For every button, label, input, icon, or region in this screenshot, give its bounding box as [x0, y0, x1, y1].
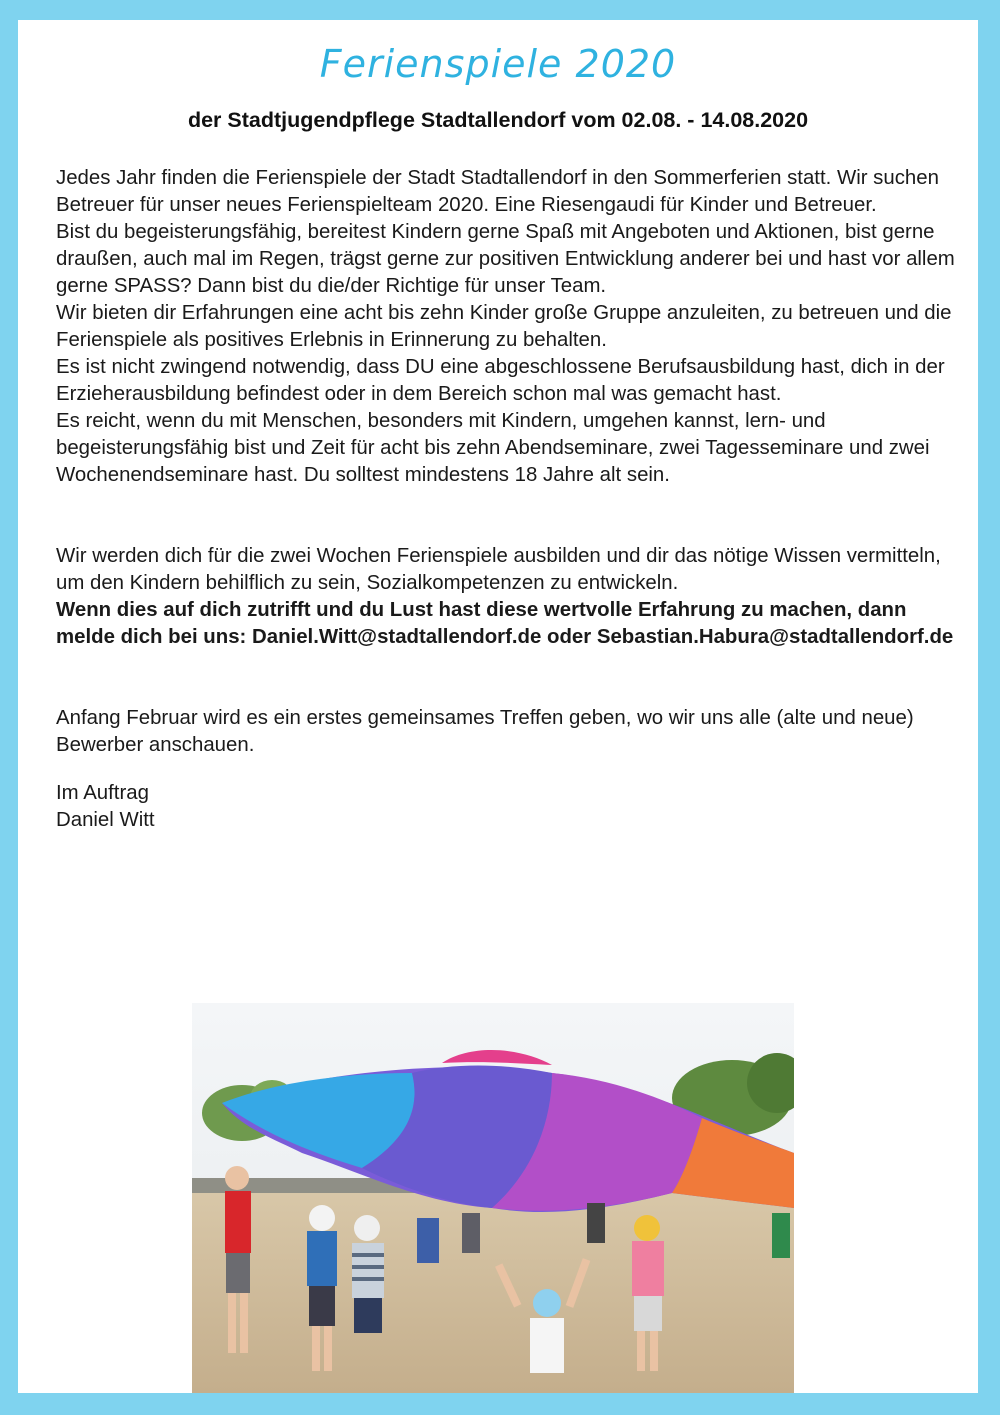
paragraph-offer: Wir bieten dir Erfahrungen eine acht bis zehn Kinder große Gruppe anzuleiten, zu betreuen und die Ferienspiele als positives Erlebnis in Erinnerung zu behalten.	[56, 302, 952, 351]
signature-line-2: Daniel Witt	[56, 809, 155, 831]
paragraph-training: Wir werden dich für die zwei Wochen Ferienspiele ausbilden und dir das nötige Wissen vermitteln, um den Kindern behilflich zu sein, Sozialkompetenzen zu entwickeln.	[56, 545, 941, 594]
paragraph-meeting: Anfang Februar wird es ein erstes gemeinsames Treffen geben, wo wir uns alle (alte und neue) Bewerber anschauen.	[56, 707, 914, 756]
spacer	[56, 651, 956, 705]
flyer-body	[56, 165, 956, 834]
parachute-game-photo	[192, 1003, 794, 1393]
paragraph-contact: Wenn dies auf dich zutrifft und du Lust hast diese wertvolle Erfahrung zu machen, dann melde dich bei uns: Daniel.Witt@stadtallendorf.de oder Sebastian.Habura@stadtallendorf.de	[56, 599, 954, 648]
paragraph-no-training-needed: Es ist nicht zwingend notwendig, dass DU eine abgeschlossene Berufsausbildung hast, dich in der Erzieherausbildung befindest oder in dem Bereich schon mal was gemacht hast.	[56, 356, 945, 405]
signature-line-1: Im Auftrag	[56, 782, 149, 804]
flyer-title: Ferienspiele 2020	[319, 42, 677, 86]
spacer	[56, 759, 956, 780]
flyer-subtitle: der Stadtjugendpflege Stadtallendorf vom 02.08. - 14.08.2020	[187, 108, 809, 132]
spacer	[56, 489, 956, 543]
paragraph-requirements: Bist du begeisterungsfähig, bereitest Kindern gerne Spaß mit Angeboten und Aktionen, bist gerne draußen, auch mal im Regen, trägst gerne zur positiven Entwicklung anderer bei und hast vor allem gerne SPASS? Dann bist du die/der Richtige für unser Team.	[56, 221, 955, 297]
paragraph-seminars: Es reicht, wenn du mit Menschen, besonders mit Kindern, umgehen kannst, lern- und begeisterungsfähig bist und Zeit für acht bis zehn Abendseminare, zwei Tagesseminare und zwei Wochenendseminare hast. Du solltest mindestens 18 Jahre alt sein.	[56, 410, 930, 486]
flyer-page	[18, 20, 978, 1393]
paragraph-intro: Jedes Jahr finden die Ferienspiele der Stadt Stadtallendorf in den Sommerferien statt. Wir suchen Betreuer für unser neues Ferienspielteam 2020. Eine Riesengaudi für Kinder und Betreuer.	[56, 167, 939, 216]
